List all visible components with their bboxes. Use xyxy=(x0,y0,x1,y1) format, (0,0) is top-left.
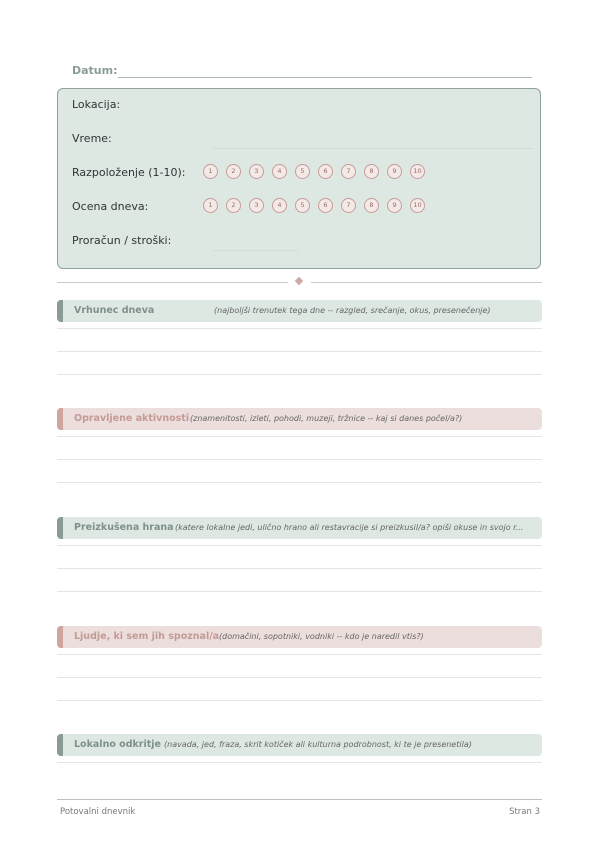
writing-line[interactable] xyxy=(57,374,542,375)
mood-option[interactable]: 1 xyxy=(203,164,218,179)
budget-input-line[interactable] xyxy=(213,250,298,251)
writing-line[interactable] xyxy=(57,482,542,483)
writing-line[interactable] xyxy=(57,436,542,437)
section-highlight-header xyxy=(57,300,542,322)
writing-line[interactable] xyxy=(57,677,542,678)
section-accent-bar xyxy=(57,408,63,430)
writing-line[interactable] xyxy=(57,545,542,546)
location-label: Lokacija: xyxy=(72,98,121,111)
section-discovery-header xyxy=(57,734,542,756)
mood-option[interactable]: 7 xyxy=(341,164,356,179)
weather-label: Vreme: xyxy=(72,132,112,145)
section-hint: (najboljši trenutek tega dne -- razgled, srečanje, okus, presenečenje) xyxy=(214,306,491,315)
section-activities-header xyxy=(57,408,542,430)
mood-option[interactable]: 2 xyxy=(226,164,241,179)
section-title: Lokalno odkritje xyxy=(74,739,161,750)
section-food-header xyxy=(57,517,542,539)
rating-label: Ocena dneva: xyxy=(72,200,149,213)
rating-option[interactable]: 1 xyxy=(203,198,218,213)
divider-right xyxy=(311,282,542,285)
date-input-line[interactable] xyxy=(118,77,532,78)
rating-option[interactable]: 5 xyxy=(295,198,310,213)
mood-option[interactable]: 9 xyxy=(387,164,402,179)
footer-rule xyxy=(57,799,542,800)
writing-line[interactable] xyxy=(57,654,542,655)
section-title: Opravljene aktivnosti xyxy=(74,413,190,424)
weather-input-line[interactable] xyxy=(213,148,533,149)
rating-option[interactable]: 8 xyxy=(364,198,379,213)
section-hint: (navada, jed, fraza, skrit kotiček ali kulturna podrobnost, ki te je presenetila) xyxy=(164,740,472,749)
section-title: Preizkušena hrana xyxy=(74,522,174,533)
writing-line[interactable] xyxy=(57,328,542,329)
writing-line[interactable] xyxy=(57,568,542,569)
section-title: Vrhunec dneva xyxy=(74,305,155,316)
section-hint: (katere lokalne jedi, ulično hrano ali restavracije si preizkusil/a? opiši okuse in svojo r... xyxy=(175,523,524,532)
page-number: Stran 3 xyxy=(509,807,540,817)
mood-option[interactable]: 3 xyxy=(249,164,264,179)
section-accent-bar xyxy=(57,626,63,648)
rating-option[interactable]: 4 xyxy=(272,198,287,213)
mood-option[interactable]: 6 xyxy=(318,164,333,179)
section-accent-bar xyxy=(57,300,63,322)
writing-line[interactable] xyxy=(57,700,542,701)
rating-option[interactable]: 6 xyxy=(318,198,333,213)
rating-option[interactable]: 9 xyxy=(387,198,402,213)
mood-label: Razpoloženje (1-10): xyxy=(72,166,186,179)
rating-option[interactable]: 7 xyxy=(341,198,356,213)
section-accent-bar xyxy=(57,734,63,756)
writing-line[interactable] xyxy=(57,351,542,352)
writing-line[interactable] xyxy=(57,762,542,763)
diamond-ornament-icon xyxy=(295,277,303,285)
mood-option[interactable]: 8 xyxy=(364,164,379,179)
writing-line[interactable] xyxy=(57,591,542,592)
section-title: Ljudje, ki sem jih spoznal/a xyxy=(74,631,220,642)
section-hint: (domačini, sopotniki, vodniki -- kdo je naredil vtis?) xyxy=(219,632,424,641)
footer-title: Potovalni dnevnik xyxy=(60,807,136,817)
rating-option[interactable]: 2 xyxy=(226,198,241,213)
date-label: Datum: xyxy=(72,64,118,77)
date-row xyxy=(72,62,532,80)
section-hint: (znamenitosti, izleti, pohodi, muzeji, tržnice -- kaj si danes počel/a?) xyxy=(190,414,463,423)
mood-option[interactable]: 4 xyxy=(272,164,287,179)
section-people-header xyxy=(57,626,542,648)
budget-label: Proračun / stroški: xyxy=(72,234,172,247)
divider-left xyxy=(57,282,288,285)
day-info-box xyxy=(57,88,541,269)
writing-line[interactable] xyxy=(57,459,542,460)
mood-option[interactable]: 10 xyxy=(410,164,425,179)
rating-option[interactable]: 10 xyxy=(410,198,425,213)
rating-option[interactable]: 3 xyxy=(249,198,264,213)
mood-option[interactable]: 5 xyxy=(295,164,310,179)
section-accent-bar xyxy=(57,517,63,539)
